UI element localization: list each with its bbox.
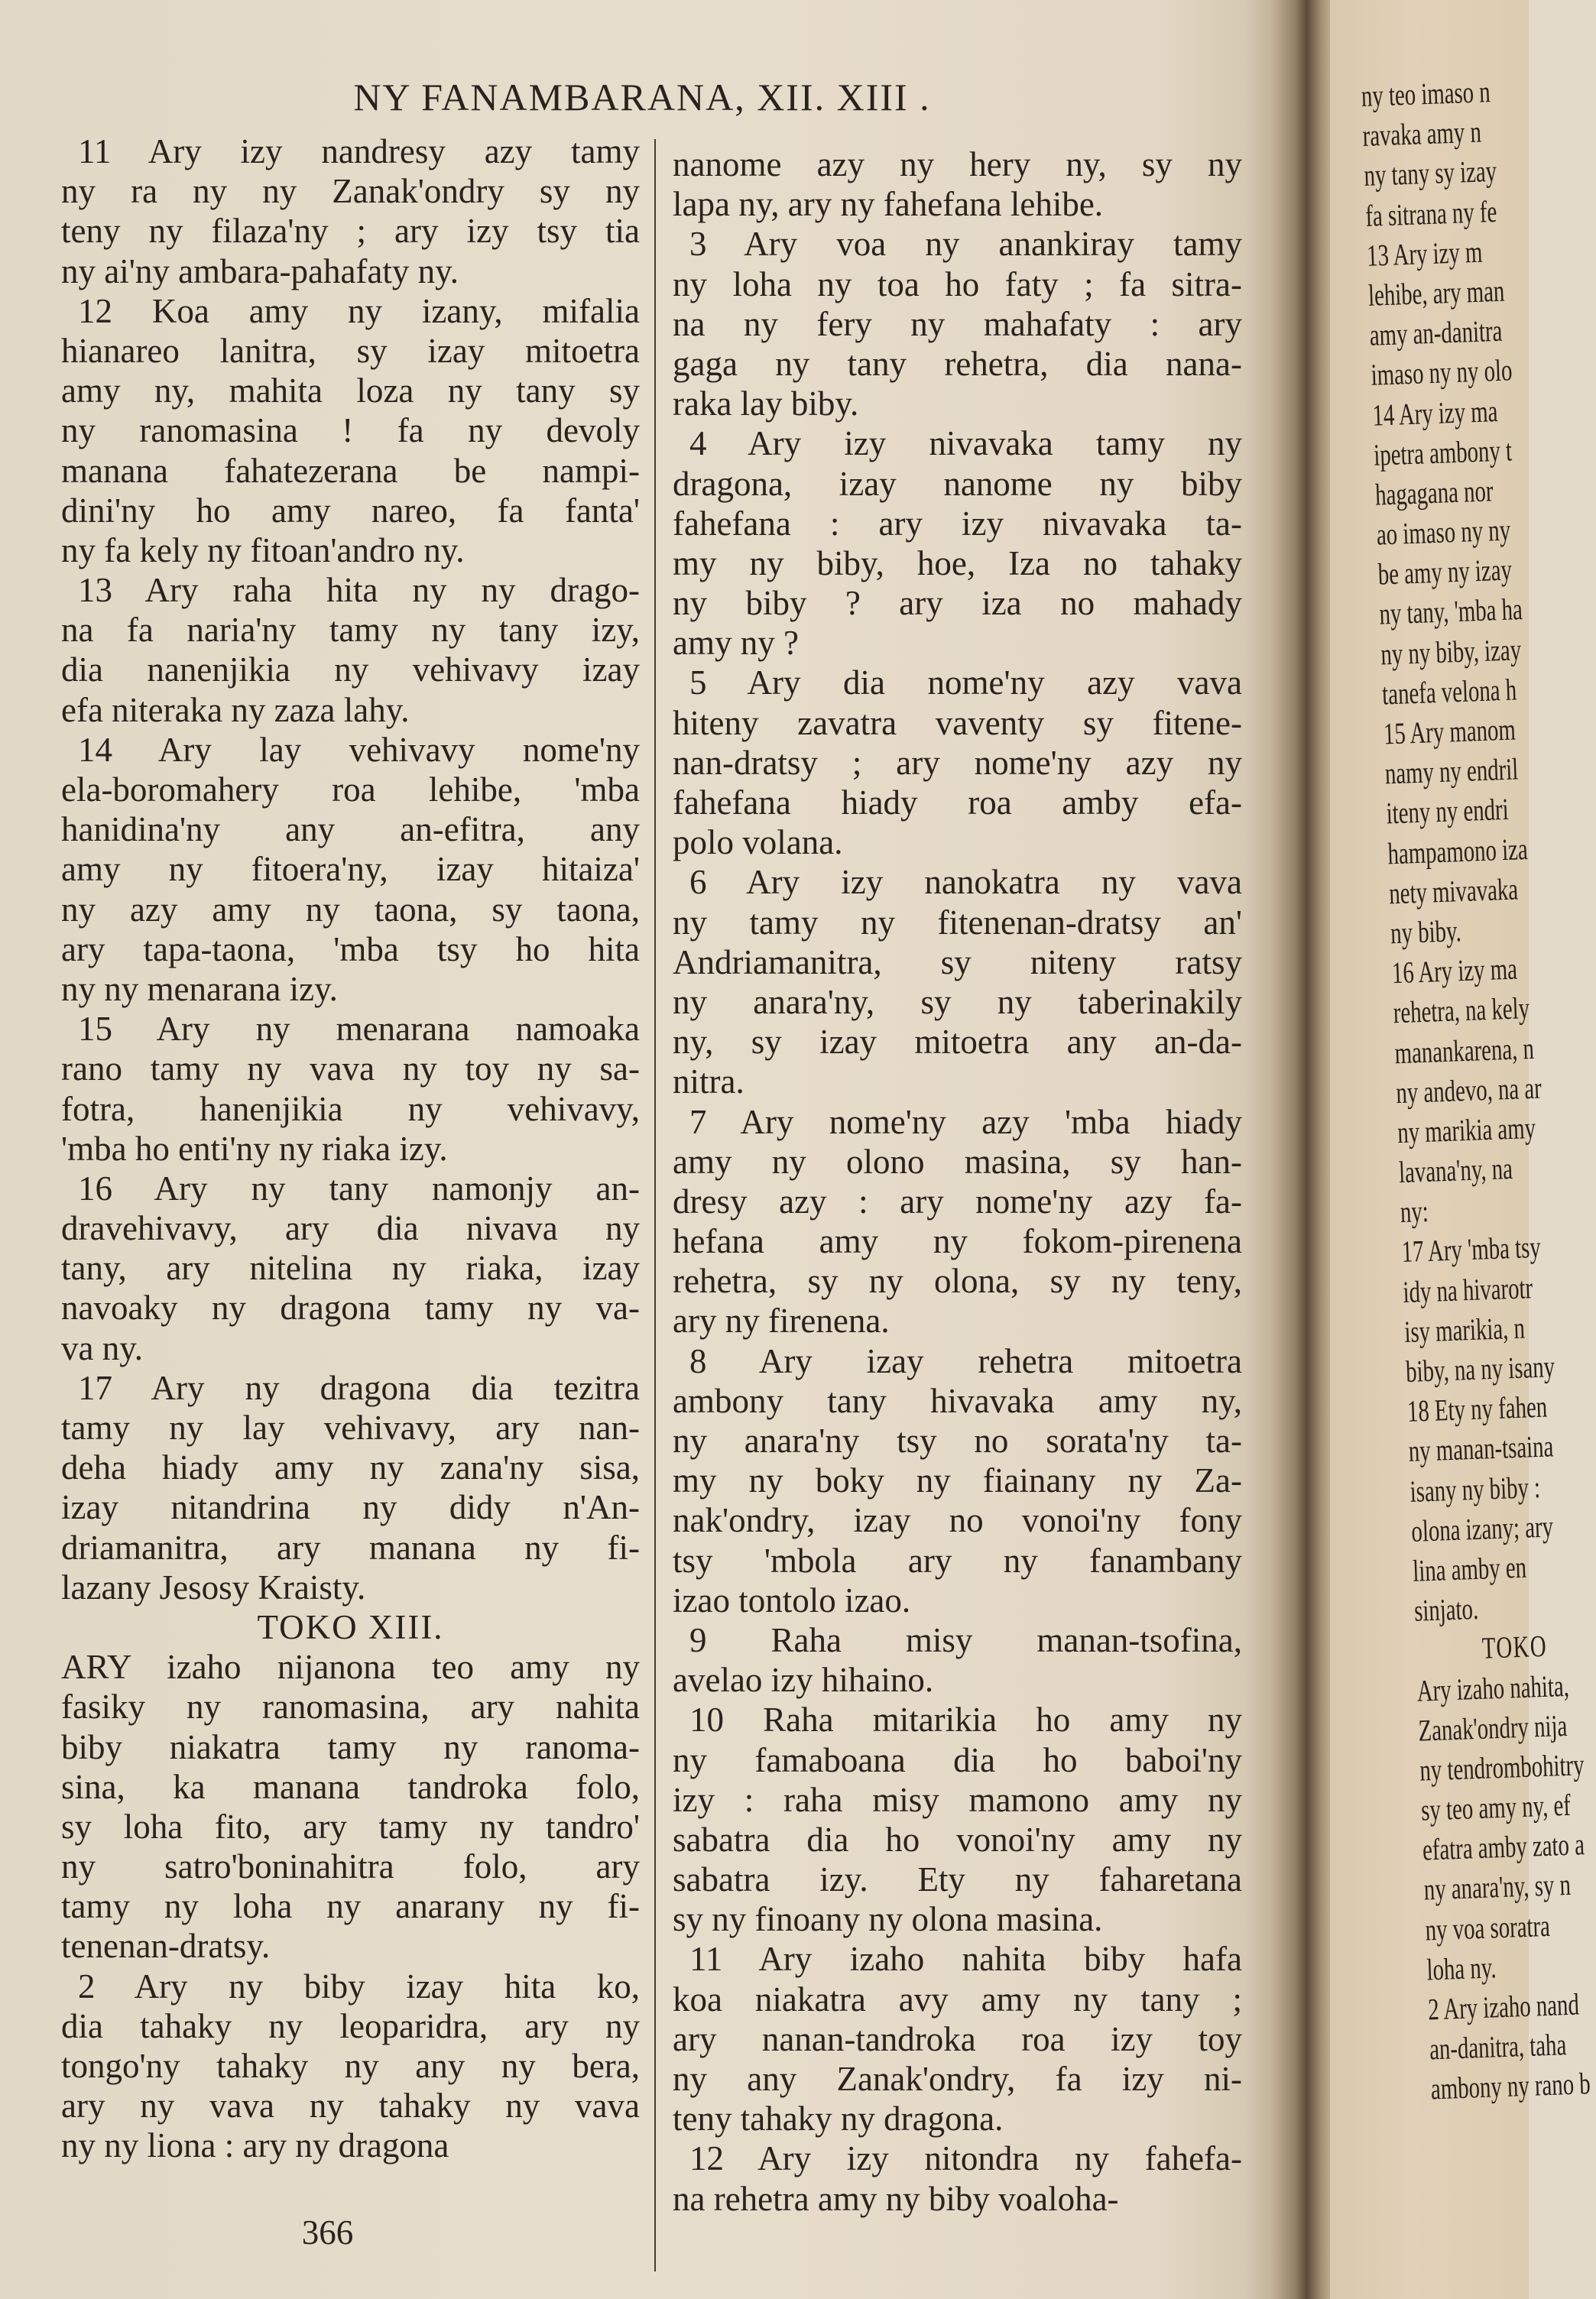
text-line: tamy ny loha ny anarany ny fi- (61, 1887, 640, 1926)
text-line: na rehetra amy ny biby voaloha- (673, 2179, 1119, 2218)
text-line: amy ny, mahita loza ny tany sy (61, 371, 640, 410)
text-line: tsy 'mbola ary ny fanambany (673, 1541, 1242, 1580)
facing-page-text (1361, 72, 1591, 2109)
text-line: avelao izy hihaino. (673, 1661, 934, 1700)
text-line: nak'ondry, izay no vonoi'ny fony (673, 1501, 1242, 1540)
text-line: 12 Koa amy ny izany, mifalia (78, 291, 640, 330)
text-line: ny any Zanak'ondry, fa izy ni- (673, 2060, 1242, 2098)
text-line: dragona, izay nanome ny biby (673, 464, 1242, 503)
text-line: 15 Ary manom (1383, 712, 1517, 751)
text-line: isy marikia, n (1403, 1310, 1526, 1349)
text-line: hampamono iza (1387, 831, 1529, 871)
text-line: 3 Ary voa ny anankiray tamy (689, 225, 1242, 264)
text-line: deha hiady amy ny zana'ny sisa, (61, 1448, 640, 1487)
text-line: 13 Ary izy m (1366, 234, 1484, 273)
verse-paragraph (61, 291, 640, 570)
verse-paragraph (1366, 232, 1513, 396)
text-line: 'mba ho enti'ny ny riaka izy. (61, 1129, 448, 1168)
text-line: koa niakatra avy amy ny tany ; (673, 1980, 1242, 2019)
text-line: ary tapa-taona, 'mba tsy ho hita (61, 929, 640, 968)
text-line: namy ny endril (1384, 751, 1519, 791)
text-line: ny biby. (1390, 913, 1462, 951)
text-line: ny anara'ny tsy no sorata'ny ta- (673, 1422, 1242, 1460)
text-line: ny famaboana dia ho baboi'ny (673, 1740, 1242, 1779)
text-line: be amy ny izay (1377, 552, 1513, 592)
text-line: 12 Ary izy nitondra ny fahefa- (689, 2139, 1242, 2178)
text-line: nanome azy ny hery ny, sy ny (673, 145, 1242, 183)
text-line: ny anara'ny, sy ny taberinakily (673, 982, 1242, 1021)
text-line: nety mivavaka (1388, 871, 1519, 911)
text-line: ny azy amy ny taona, sy taona, (61, 890, 640, 929)
text-line: imaso ny ny olo (1370, 352, 1513, 393)
verse-paragraph (673, 1102, 1242, 1341)
text-line: dia nanenjikia ny vehivavy izay (61, 650, 640, 689)
text-line: ny tany sy izay (1363, 154, 1497, 193)
text-line: sina, ka manana tandroka folo, (61, 1767, 640, 1806)
text-line: na fa naria'ny tamy ny tany izy, (61, 611, 640, 650)
text-line: ary ny firenena. (673, 1302, 890, 1341)
text-line: rano tamy ny vava ny toy ny sa- (61, 1049, 640, 1088)
text-line: 2 Ary ny biby izay hita ko, (78, 1967, 640, 2006)
text-line: lina amby en (1412, 1549, 1527, 1588)
text-line: ny: (1400, 1194, 1429, 1230)
text-line: tanefa velona h (1381, 672, 1517, 712)
text-line: 14 Ary izy ma (1371, 393, 1499, 433)
verse-paragraph (673, 224, 1242, 423)
text-line: 16 Ary ny tany namonjy an- (78, 1169, 640, 1208)
text-line: 5 Ary dia nome'ny azy vava (689, 663, 1242, 702)
text-line: ny fa kely ny fitoan'andro ny. (61, 530, 465, 569)
text-line: fotra, hanenjikia ny vehivavy, (61, 1089, 640, 1128)
text-line: manankarena, n (1393, 1030, 1535, 1070)
text-line: 13 Ary raha hita ny ny drago- (78, 571, 640, 610)
text-line: amy ny fitoera'ny, izay hitaiza' (61, 850, 640, 889)
text-line: manana fahatezerana be nampi- (61, 451, 640, 490)
text-line: dresy azy : ary nome'ny azy fa- (673, 1182, 1242, 1221)
text-line: Andriamanitra, sy niteny ratsy (673, 942, 1242, 981)
right-column (673, 144, 1242, 2219)
text-line: navoaky ny dragona tamy ny va- (61, 1289, 640, 1328)
text-line: izao tontolo izao. (673, 1581, 911, 1620)
text-line: ny tamy ny fitenenan-dratsy an' (673, 903, 1242, 942)
verse-paragraph (1427, 1985, 1591, 2109)
text-line: driamanitra, ary manana ny fi- (61, 1528, 640, 1567)
text-line: sy loha fito, ary tamy ny tandro' (61, 1807, 640, 1846)
text-line: fahefana : ary izy nivavaka ta- (673, 504, 1242, 543)
text-line: gaga ny tany rehetra, dia nana- (673, 344, 1242, 383)
verse-paragraph (673, 1341, 1242, 1620)
text-line: rehetra, sy ny olona, sy ny teny, (673, 1262, 1242, 1301)
text-line: sy teo amy ny, ef (1420, 1787, 1572, 1827)
text-line: teny tahaky ny dragona. (673, 2100, 1004, 2138)
text-line: biby, na ny isany (1405, 1349, 1555, 1389)
text-line: ipetra ambony t (1373, 433, 1513, 472)
text-line: sinjato. (1413, 1590, 1479, 1628)
chapter-heading: TOKO (1481, 1629, 1548, 1666)
verse-paragraph (673, 2138, 1242, 2218)
text-line: hagagana nor (1374, 473, 1494, 512)
text-line: tongo'ny tahaky ny any ny bera, (61, 2047, 640, 2085)
text-line: lavana'ny, na (1398, 1151, 1513, 1190)
page-number: 366 (301, 2213, 354, 2252)
left-column (61, 131, 640, 2166)
text-line: 7 Ary nome'ny azy 'mba hiady (689, 1102, 1242, 1141)
text-line: hanidina'ny any an-efitra, any (61, 810, 640, 849)
text-line: fahefana hiady roa amby efa- (673, 783, 1242, 822)
text-line: polo volana. (673, 823, 843, 862)
text-line: ny ranomasina ! fa ny devoly (61, 411, 640, 450)
verse-paragraph (1391, 948, 1542, 1232)
text-line: nan-dratsy ; ary nome'ny azy ny (673, 743, 1242, 782)
text-line: ary nanan-tandroka roa izy toy (673, 2019, 1242, 2058)
text-line: amy ny olono masina, sy han- (673, 1142, 1242, 1181)
verse-paragraph (61, 730, 640, 1009)
text-line: my ny boky ny fiainany ny Za- (673, 1461, 1242, 1500)
text-line: sabatra izy. Ety ny faharetana (673, 1860, 1242, 1899)
verse-paragraph (673, 144, 1242, 224)
text-line: 17 Ary ny dragona dia tezitra (78, 1368, 640, 1407)
column-divider (654, 139, 656, 2271)
text-line: dravehivavy, ary dia nivava ny (61, 1209, 640, 1248)
text-line: fa sitrana ny fe (1364, 193, 1497, 233)
text-line: ny voa soratra (1424, 1908, 1551, 1947)
text-line: ny, sy izay mitoetra any an-da- (673, 1023, 1242, 1062)
text-line: 15 Ary ny menarana namoaka (78, 1010, 640, 1049)
text-line: ny teo imaso n (1361, 74, 1491, 113)
text-line: an-danitra, taha (1429, 2027, 1567, 2067)
verse-paragraph (61, 1009, 640, 1169)
verse-paragraph (1416, 1666, 1585, 1989)
verse-paragraph (61, 1647, 640, 1967)
text-line: raka lay biby. (673, 384, 859, 423)
verse-paragraph (1400, 1227, 1555, 1392)
verse-paragraph (1361, 72, 1498, 236)
verse-paragraph (673, 862, 1242, 1101)
verse-paragraph (1383, 709, 1529, 953)
text-line: tenenan-dratsy. (61, 1927, 271, 1966)
text-line: dini'ny ho amy nareo, fa fanta' (61, 491, 640, 530)
verse-paragraph (673, 1700, 1242, 1939)
facing-page (1330, 0, 1591, 2299)
text-line: ravaka amy n (1361, 114, 1482, 154)
text-line: 18 Ety ny fahen (1406, 1389, 1548, 1429)
text-line: ARY izaho nijanona teo amy ny (61, 1648, 640, 1687)
text-line: izy : raha misy mamono amy ny (673, 1780, 1242, 1819)
text-line: loha ny. (1426, 1950, 1497, 1987)
text-line: ny andevo, na ar (1395, 1070, 1542, 1110)
text-line: olona izany; ary (1410, 1509, 1554, 1548)
text-line: ambony ny rano b (1430, 2066, 1591, 2106)
verse-paragraph (1406, 1387, 1555, 1631)
text-line: ny anara'ny, sy n (1423, 1867, 1572, 1907)
text-line: 17 Ary 'mba tsy (1400, 1230, 1542, 1269)
verse-paragraph (673, 663, 1242, 862)
verse-paragraph (673, 423, 1242, 663)
text-line: lapa ny, ary ny fahefana lehibe. (673, 185, 1104, 224)
text-line: iteny ny endri (1385, 792, 1510, 831)
text-line: amy ny ? (673, 624, 799, 663)
verse-paragraph (61, 131, 640, 291)
text-line: na ny fery ny mahafaty : ary (673, 304, 1242, 343)
text-line: ambony tany hivavaka amy ny, (673, 1381, 1242, 1420)
text-line: nitra. (673, 1062, 744, 1101)
text-line: ny satro'boninahitra folo, ary (61, 1847, 640, 1886)
text-line: izay nitandrina ny didy n'An- (61, 1488, 640, 1527)
text-line: ela-boromahery roa lehibe, 'mba (61, 770, 640, 809)
verse-paragraph (1371, 391, 1523, 714)
text-line: Ary izaho nahita, (1416, 1668, 1570, 1708)
text-line: 6 Ary izy nanokatra ny vava (689, 863, 1242, 902)
text-line: ny ny biby, izay (1380, 631, 1522, 672)
text-line: 2 Ary izaho nand (1427, 1986, 1580, 2027)
text-line: ny loha ny toa ho faty ; fa sitra- (673, 264, 1242, 303)
text-line: tamy ny lay vehivavy, ary nan- (61, 1409, 640, 1447)
text-line: hefana amy ny fokom-pirenena (673, 1222, 1242, 1261)
text-line: ny ra ny ny Zanak'ondry sy ny (61, 172, 640, 211)
running-head: NY FANAMBARANA, XII. XIII . (353, 76, 931, 118)
text-line: ny tendrombohitry (1419, 1747, 1585, 1788)
text-line: ny ai'ny ambara-pahafaty ny. (61, 251, 459, 290)
text-line: 4 Ary izy nivavaka tamy ny (689, 424, 1242, 463)
verse-paragraph (61, 570, 640, 730)
text-line: 10 Raha mitarikia ho amy ny (689, 1701, 1242, 1740)
text-line: ny ny liona : ary ny dragona (61, 2126, 449, 2165)
text-line: ny tany, 'mba ha (1378, 592, 1523, 631)
text-line: biby niakatra tamy ny ranoma- (61, 1727, 640, 1766)
text-line: ny manan-tsaina (1408, 1428, 1555, 1469)
text-line: 16 Ary izy ma (1391, 951, 1518, 991)
text-line: Zanak'ondry nija (1417, 1707, 1568, 1748)
text-line: hiteny zavatra vaventy sy fitene- (673, 703, 1242, 742)
text-line: 9 Raha misy manan-tsofina, (689, 1620, 1242, 1659)
text-line: 8 Ary izay rehetra mitoetra (689, 1341, 1242, 1380)
text-line: isany ny biby : (1409, 1469, 1541, 1509)
text-line: teny ny filaza'ny ; ary izy tsy tia (61, 212, 640, 251)
text-line: ao imaso ny ny (1376, 512, 1511, 552)
verse-paragraph (61, 1967, 640, 2166)
text-line: rehetra, na kely (1392, 991, 1530, 1030)
verse-paragraph (61, 1169, 640, 1368)
text-line: ary ny vava ny tahaky ny vava (61, 2087, 640, 2126)
book-gutter-shadow (1269, 0, 1338, 2299)
text-line: lehibe, ary man (1367, 273, 1506, 313)
text-line: amy an-danitra (1369, 313, 1504, 352)
text-line: 11 Ary izaho nahita biby hafa (689, 1940, 1242, 1979)
text-line: sy ny finoany ny olona masina. (673, 1900, 1103, 1939)
text-line: dia tahaky ny leoparidra, ary ny (61, 2006, 640, 2045)
text-line: efatra amby zato a (1422, 1827, 1585, 1867)
text-line: ny marikia amy (1396, 1110, 1536, 1150)
text-line: hianareo lanitra, sy izay mitoetra (61, 331, 640, 370)
text-line: lazany Jesosy Kraisty. (61, 1568, 366, 1607)
text-line: 14 Ary lay vehivavy nome'ny (78, 730, 640, 769)
text-line: sabatra dia ho vonoi'ny amy ny (673, 1820, 1242, 1859)
verse-paragraph (61, 1368, 640, 1607)
text-line: my ny biby, hoe, Iza no tahaky (673, 543, 1242, 582)
text-line: efa niteraka ny zaza lahy. (61, 690, 410, 729)
text-line: ny ny menarana izy. (61, 969, 338, 1008)
text-line: va ny. (61, 1328, 144, 1367)
text-line: tany, ary nitelina ny riaka, izay (61, 1249, 640, 1288)
text-line: idy na hivarotr (1402, 1269, 1533, 1309)
text-line: fasiky ny ranomasina, ary nahita (61, 1688, 640, 1727)
chapter-heading: TOKO XIII. (257, 1607, 444, 1646)
text-line: ny biby ? ary iza no mahady (673, 584, 1242, 623)
text-line: 11 Ary izy nandresy azy tamy (78, 132, 640, 170)
verse-paragraph (673, 1620, 1242, 1700)
verse-paragraph (673, 1939, 1242, 2138)
